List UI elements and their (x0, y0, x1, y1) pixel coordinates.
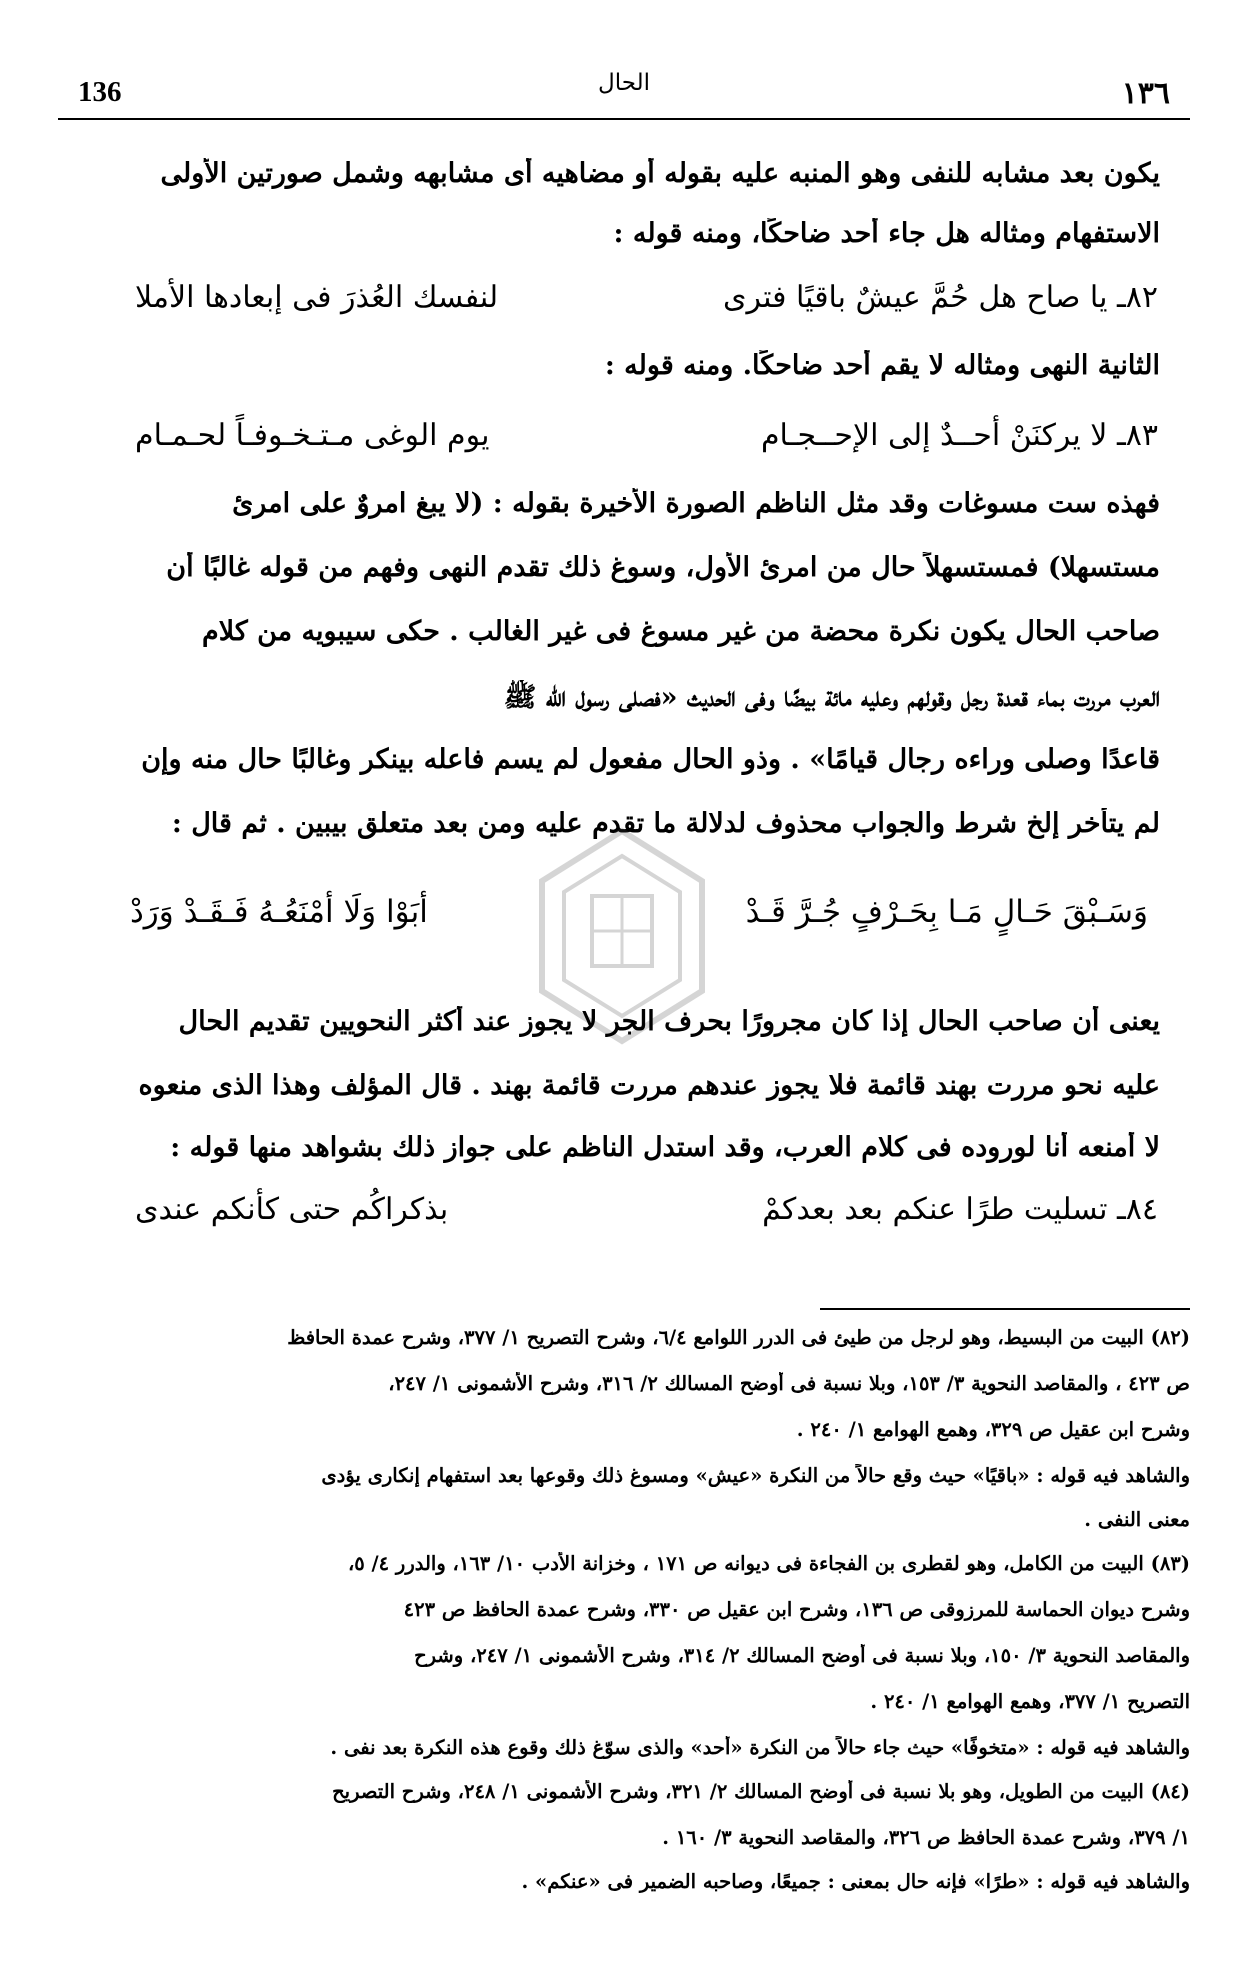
footnote-line: والشاهد فيه قوله : «طرًا» فإنه حال بمعنى : جميعًا، وصاحبه الضمير فى «عنكم» . (521, 1870, 1190, 1893)
page-number-arabic: ١٣٦ (1121, 76, 1170, 111)
body-line: يكون بعد مشابه للنفى وهو المنبه عليه بقوله أو مضاهيه أى مشابهه وشمل صورتين الأولى (160, 158, 1160, 189)
footnote-line: التصريح ١/ ٣٧٧، وهمع الهوامع ١/ ٢٤٠ . (870, 1690, 1190, 1713)
body-line: قاعدًا وصلى وراءه رجال قيامًا» . وذو الحال مفعول لم يسم فاعله بينكر وغالبًا حال منه وإن (141, 744, 1160, 775)
verse-83-second-hemistich: يوم الوغى مـتـخـوفـاً لحـمـام (135, 418, 490, 453)
verse-number: ٨٤ـ (1116, 1192, 1158, 1227)
body-line: الثانية النهى ومثاله لا يقم أحد ضاحكًا. ومنه قوله : (604, 350, 1160, 381)
footnote-line: والشاهد فيه قوله : «متخوفًا» حيث جاء حالاً من النكرة «أحد» والذى سوّغ ذلك وقوع هذه النكرة بعد نفى . (330, 1736, 1190, 1759)
alfiya-first-hemistich: وَسَـبْقَ حَـالٍ مَـا بِحَـرْفٍ جُـرَّ قَـدْ (745, 894, 1148, 930)
footnote-line: والشاهد فيه قوله : «باقيًا» حيث وقع حالاً من النكرة «عيش» ومسوغ ذلك وقوعها بعد استفهام إنكارى يؤدى (321, 1464, 1190, 1487)
footnote-line: (٨٤) البيت من الطويل، وهو بلا نسبة فى أوضح المسالك ٢/ ٣٢١، وشرح الأشمونى ١/ ٢٤٨، وشرح التصريح (332, 1780, 1190, 1803)
verse-84-second-hemistich: بذكراكُم حتى كأنكم عندى (135, 1192, 449, 1227)
footnote-line: ص ٤٢٣ ، والمقاصد النحوية ٣/ ١٥٣، وبلا نسبة فى أوضح المسالك ٢/ ٣١٦، وشرح الأشمونى ١/ ٢٤٧، (388, 1372, 1190, 1395)
body-line: العرب مررت بماء قعدة رجل وقولهم وعليه مائة بيضًا وفى الحديث «فصلى رسول الله ﷺ (503, 682, 1160, 713)
footnote-line: معنى النفى . (1084, 1508, 1190, 1531)
verse-84-first-hemistich (762, 1192, 1158, 1227)
footnote-line: (٨٣) البيت من الكامل، وهو لقطرى بن الفجاءة فى ديوانه ص ١٧١ ، وخزانة الأدب ١٠/ ١٦٣، والدرر ٤/ ٥، (347, 1552, 1190, 1575)
verse-82-second-hemistich: لنفسك العُذرَ فى إبعادها الأملا (135, 280, 499, 315)
footnote-line: (٨٢) البيت من البسيط، وهو لرجل من طيئ فى الدرر اللوامع ٦/٤، وشرح التصريح ١/ ٣٧٧، وشرح عمدة الحافظ (287, 1326, 1190, 1349)
body-line: صاحب الحال يكون نكرة محضة من غير مسوغ فى غير الغالب . حكى سيبويه من كلام (202, 616, 1160, 647)
page-number-latin: 136 (78, 76, 122, 108)
body-line: مستسهلا) فمستسهلاً حال من امرئ الأول، وسوغ ذلك تقدم النهى وفهم من قوله غالبًا أن (166, 552, 1160, 583)
footnote-line: والمقاصد النحوية ٣/ ١٥٠، وبلا نسبة فى أوضح المسالك ٢/ ٣١٤، وشرح الأشمونى ١/ ٢٤٧، وشرح (414, 1644, 1190, 1667)
verse-83-first-hemistich (761, 418, 1158, 453)
body-line: يعنى أن صاحب الحال إذا كان مجرورًا بحرف الجر لا يجوز عند أكثر النحويين تقديم الحال (178, 1006, 1160, 1037)
body-line: عليه نحو مررت بهند قائمة فلا يجوز عندهم مررت قائمة بهند . قال المؤلف وهذا الذى منعوه (138, 1070, 1160, 1101)
page-header (58, 72, 1190, 116)
footnote-separator (820, 1308, 1190, 1310)
header-rule (58, 118, 1190, 120)
hemistich-text: تسليت طرًا عنكم بعد بعدكمْ (762, 1192, 1108, 1227)
verse-number: ٨٢ـ (1116, 280, 1158, 315)
verse-82-first-hemistich (723, 280, 1158, 315)
footnote-line: ١/ ٣٧٩، وشرح عمدة الحافظ ص ٣٢٦، والمقاصد النحوية ٣/ ١٦٠ . (662, 1826, 1190, 1849)
alfiya-second-hemistich: أبَوْا وَلَا أمْنَعُـهُ فَـقَـدْ وَرَدْ (130, 894, 428, 930)
body-line: فهذه ست مسوغات وقد مثل الناظم الصورة الأخيرة بقوله : (لا يبغ امروٌ على امرئ (232, 488, 1160, 519)
body-line: لا أمنعه أنا لوروده فى كلام العرب، وقد استدل الناظم على جواز ذلك بشواهد منها قوله : (170, 1132, 1160, 1163)
hemistich-text: لا يركنَنْ أحــدٌ إلى الإحــجـام (760, 418, 1108, 453)
hemistich-text: يا صاح هل حُمَّ عيشٌ باقيًا فترى (723, 280, 1108, 315)
running-title: الحال (598, 70, 650, 96)
body-line: لم يتأخر إلخ شرط والجواب محذوف لدلالة ما تقدم عليه ومن بعد متعلق بيبين . ثم قال : (171, 808, 1160, 839)
footnote-line: وشرح ديوان الحماسة للمرزوقى ص ١٣٦، وشرح ابن عقيل ص ٣٣٠، وشرح عمدة الحافظ ص ٤٢٣ (403, 1598, 1190, 1621)
footnote-line: وشرح ابن عقيل ص ٣٢٩، وهمع الهوامع ١/ ٢٤٠ . (796, 1418, 1190, 1441)
verse-number: ٨٣ـ (1116, 418, 1158, 453)
body-line: الاستفهام ومثاله هل جاء أحد ضاحكًا، ومنه قوله : (613, 218, 1160, 249)
